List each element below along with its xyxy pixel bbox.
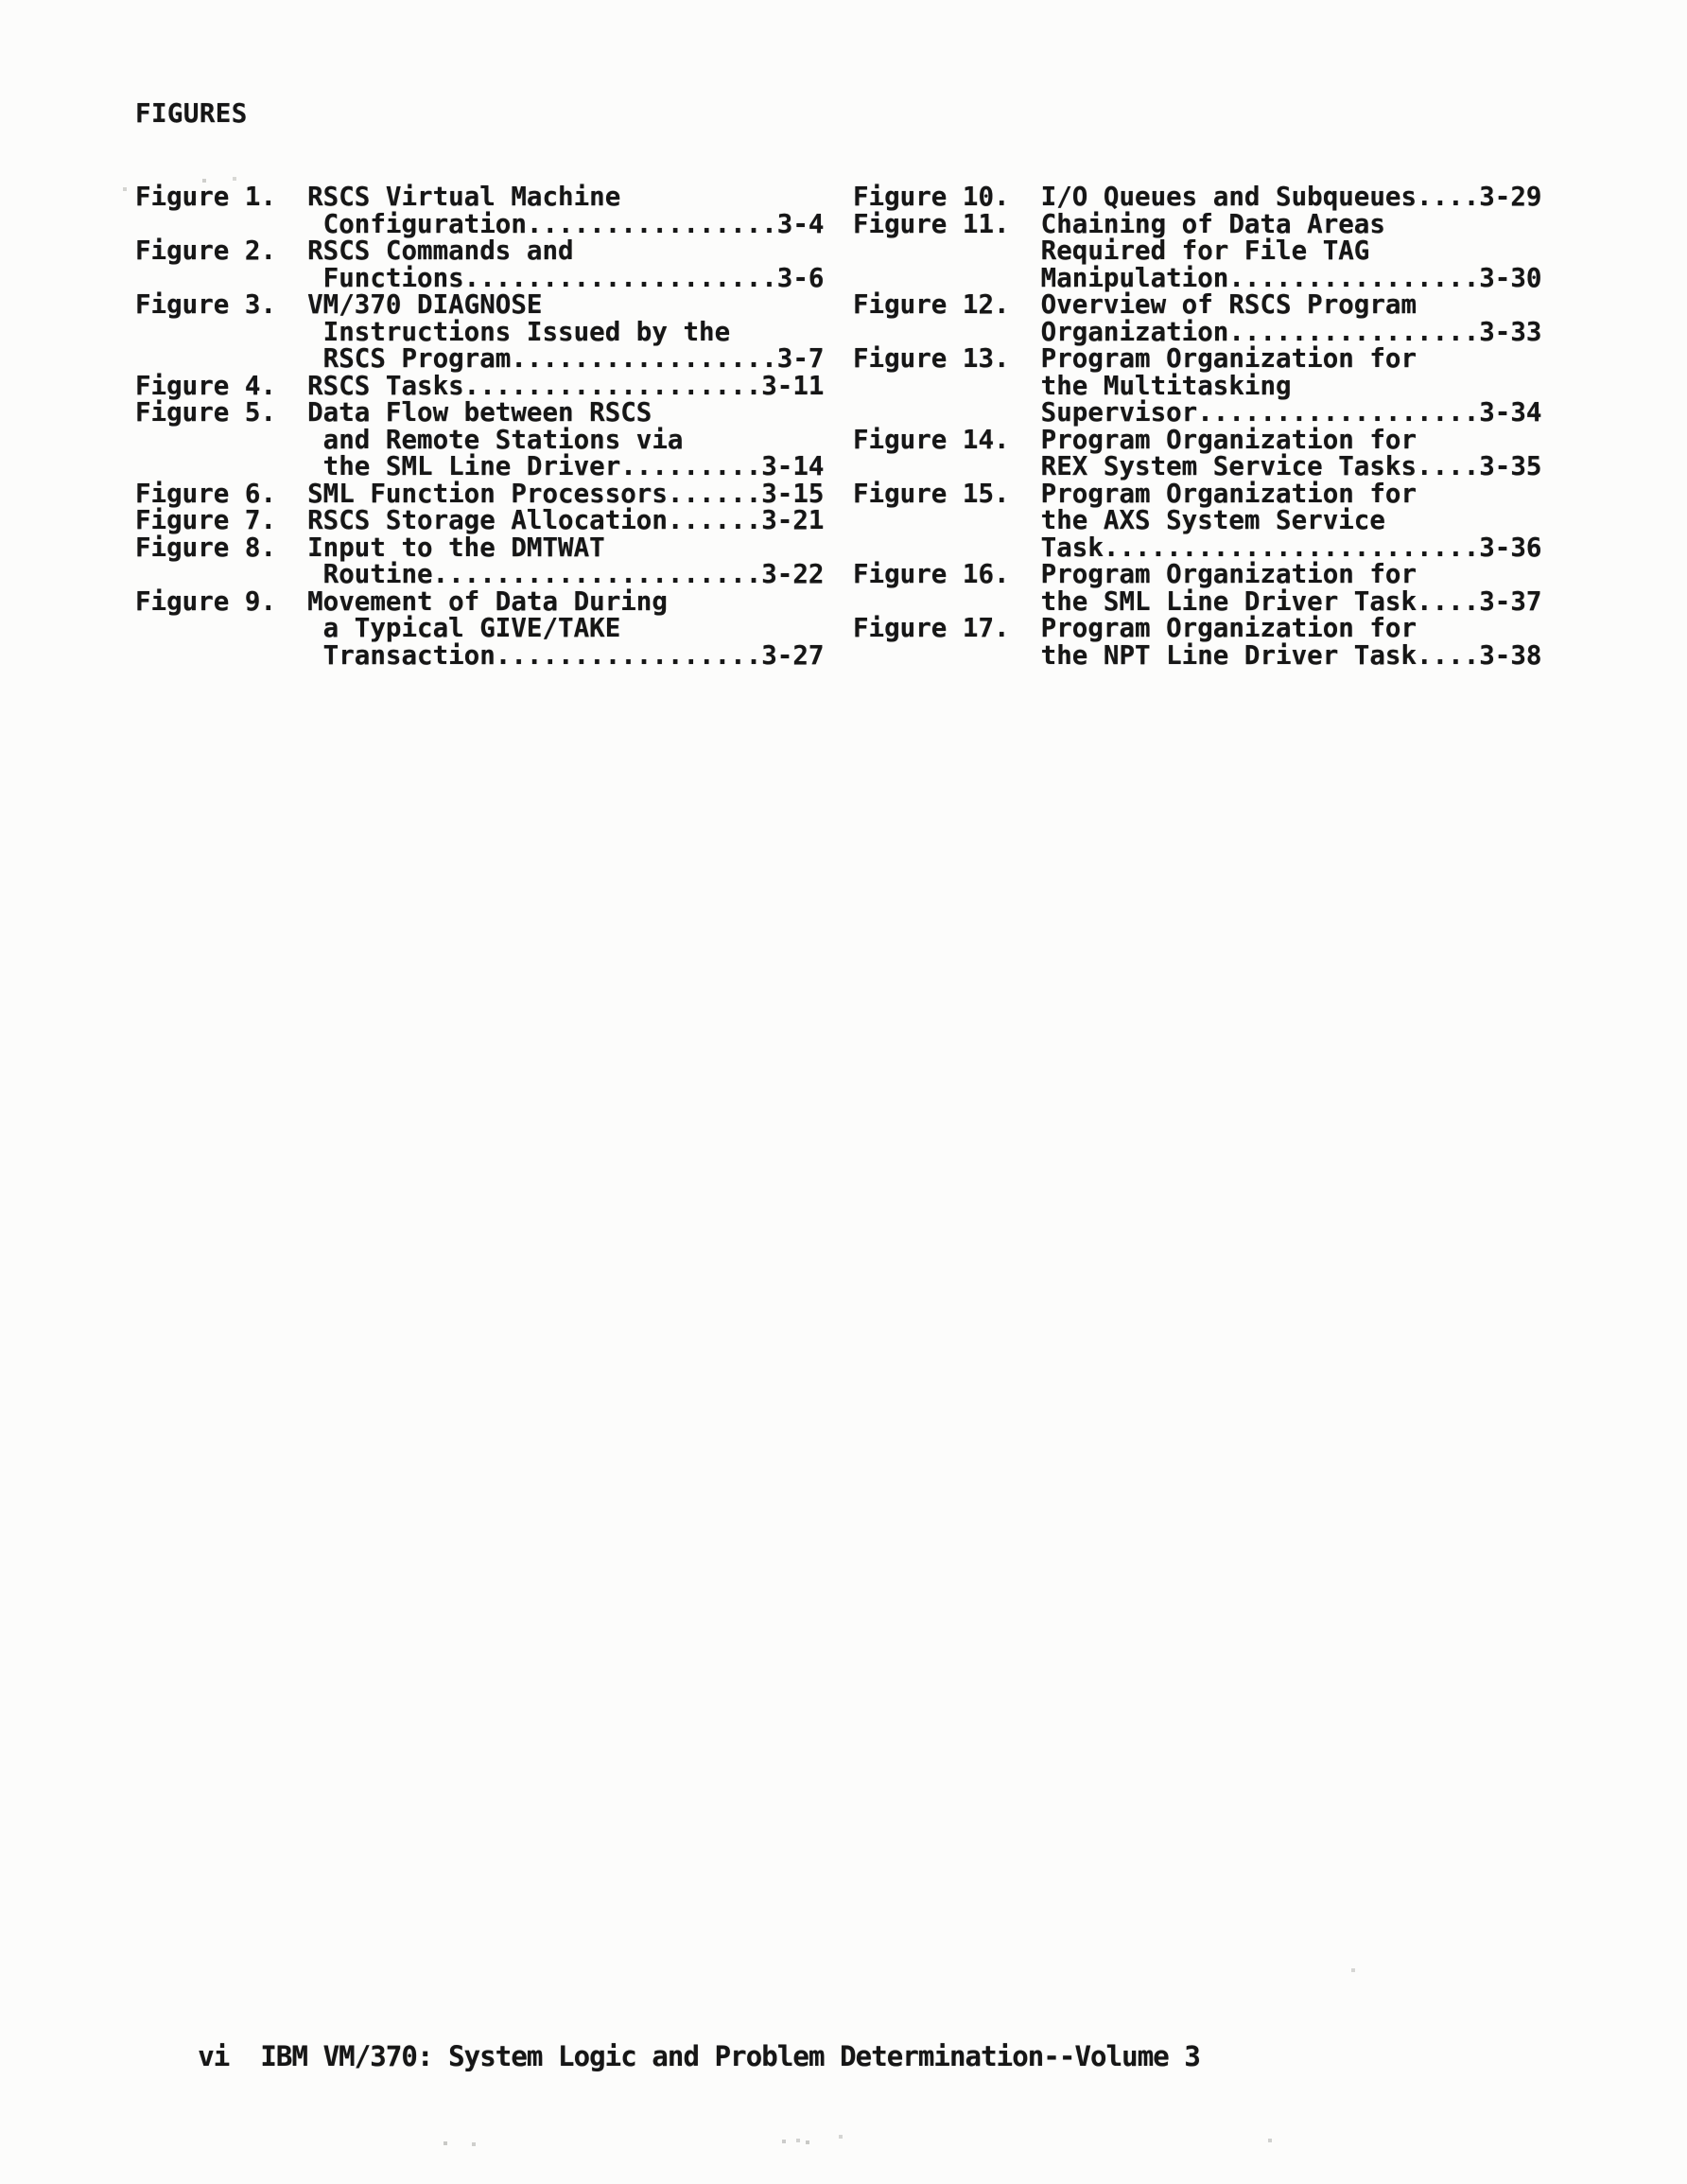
figure-entry-continuation-line: Manipulation................3-30 <box>853 262 1542 293</box>
figure-entry <box>135 399 824 480</box>
figure-entry <box>853 480 1541 562</box>
folio-page-number: vi <box>198 2040 230 2072</box>
figure-entry <box>853 291 1541 345</box>
figure-entry-line: Figure 17. Program Organization for <box>853 613 1417 643</box>
figure-entry <box>135 507 824 534</box>
figure-entry <box>853 615 1541 669</box>
figure-entry-line: Figure 9. Movement of Data During <box>135 585 668 617</box>
figure-entry-line: Figure 7. RSCS Storage Allocation......3-21 <box>135 505 825 535</box>
figure-entry-line: Figure 1. RSCS Virtual Machine <box>135 182 621 212</box>
figure-entry <box>135 183 824 237</box>
figure-entry <box>135 585 825 671</box>
scan-speckles <box>0 0 2 2</box>
figure-entry-line: Figure 14. Program Organization for <box>853 424 1417 455</box>
figure-entry-continuation-line: the AXS System Service <box>853 505 1385 535</box>
figure-entry-line: Figure 11. Chaining of Data Areas <box>853 208 1385 239</box>
figure-entry-line: Figure 8. Input to the DMTWAT <box>135 532 605 563</box>
figure-entry-continuation-line: REX System Service Tasks....3-35 <box>853 451 1542 481</box>
figure-entry-line: Figure 12. Overview of RSCS Program <box>853 289 1417 320</box>
figure-entry-continuation-line: Instructions Issued by the <box>135 316 731 347</box>
figure-entry <box>135 480 824 508</box>
figure-entry <box>853 424 1542 481</box>
figure-entry-continuation-line: Configuration................3-4 <box>135 208 825 239</box>
figure-entry-continuation-line: Required for File TAG <box>853 236 1370 266</box>
figure-entry-continuation-line: RSCS Program.................3-7 <box>135 343 825 374</box>
figure-entry <box>135 534 824 588</box>
figure-entry <box>135 237 824 291</box>
figure-entry-continuation-line: and Remote Stations via <box>135 424 684 455</box>
figure-entry-line: Figure 2. RSCS Commands and <box>135 236 574 266</box>
page-title: FIGURES <box>135 98 248 129</box>
figure-entry-continuation-line: Organization................3-33 <box>853 316 1542 347</box>
figure-entry <box>853 183 1541 211</box>
figure-entry <box>135 370 825 401</box>
figure-entry-continuation-line: Transaction.................3-27 <box>135 639 825 671</box>
figure-entry <box>853 208 1542 293</box>
figure-entry-continuation-line: Task........................3-36 <box>853 532 1542 563</box>
figure-entry-line: Figure 5. Data Flow between RSCS <box>135 397 652 428</box>
figure-entry-continuation-line: Routine.....................3-22 <box>135 559 825 589</box>
figure-entry-continuation-line: a Typical GIVE/TAKE <box>135 613 621 643</box>
figure-entry <box>135 291 824 373</box>
figure-entry-line: Figure 10. I/O Queues and Subqueues....3-29 <box>853 182 1542 212</box>
footer-book-title: IBM VM/370: System Logic and Problem Determination--Volume 3 <box>260 2040 1200 2072</box>
figure-entry-continuation-line: the SML Line Driver.........3-14 <box>135 451 825 481</box>
figure-entry-line: Figure 13. Program Organization for <box>853 343 1417 374</box>
figure-entry <box>853 345 1541 427</box>
figure-entry <box>853 561 1541 615</box>
figure-entry-continuation-line: Functions....................3-6 <box>135 262 825 293</box>
figure-entry-continuation-line: the SML Line Driver Task....3-37 <box>853 585 1542 617</box>
figure-entry-line: Figure 15. Program Organization for <box>853 478 1417 509</box>
figures-list-right-column <box>853 183 1541 669</box>
figure-entry-continuation-line: the Multitasking <box>853 370 1292 401</box>
figure-entry-line: Figure 3. VM/370 DIAGNOSE <box>135 289 543 320</box>
figure-entry-continuation-line: Supervisor..................3-34 <box>853 397 1542 428</box>
figures-list-left-column <box>135 183 824 669</box>
figure-entry-line: Figure 4. RSCS Tasks...................3-11 <box>135 370 825 401</box>
figure-entry-line: Figure 6. SML Function Processors......3-15 <box>135 478 825 509</box>
figure-entry-line: Figure 16. Program Organization for <box>853 559 1417 589</box>
figure-entry-continuation-line: the NPT Line Driver Task....3-38 <box>853 639 1542 671</box>
page-footer <box>135 2014 1200 2099</box>
